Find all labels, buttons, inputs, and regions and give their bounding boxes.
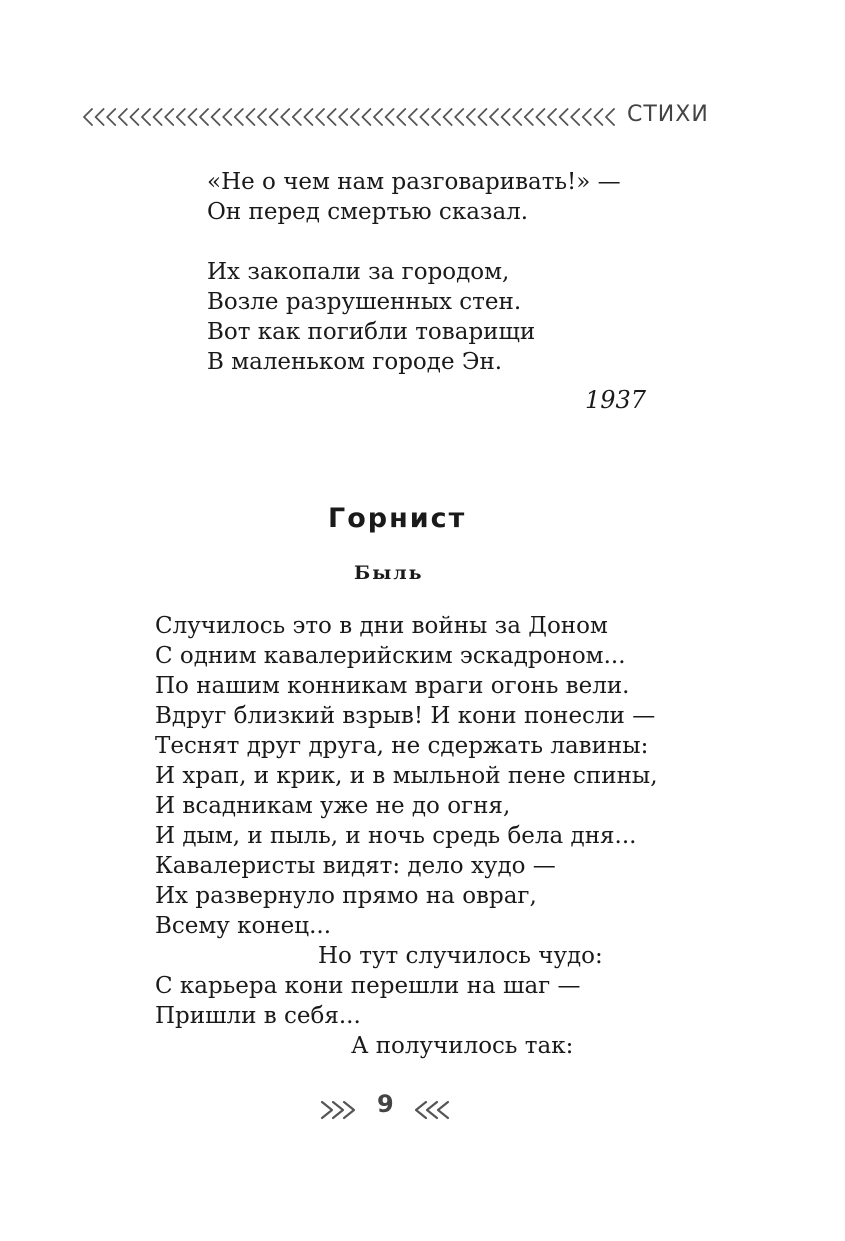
- verse-line: В маленьком городе Эн.: [207, 349, 503, 375]
- verse-line: Их развернуло прямо на овраг,: [155, 883, 537, 909]
- verse-line: И дым, и пыль, и ночь средь бела дня...: [155, 823, 637, 849]
- verse-line: А получилось так:: [351, 1033, 574, 1059]
- verse-line: Возле разрушенных стен.: [207, 289, 522, 315]
- verse-line: С карьера кони перешли на шаг —: [155, 973, 581, 999]
- verse-line: Но тут случилось чудо:: [318, 943, 603, 969]
- poem-year: 1937: [585, 386, 647, 414]
- verse-line: Их закопали за городом,: [207, 259, 510, 285]
- verse-line: Теснят друг друга, не сдержать лавины:: [155, 733, 649, 759]
- chevron-left-row-icon: [80, 106, 620, 128]
- verse-line: Всему конец...: [155, 913, 332, 939]
- verse-line: По нашим конникам враги огонь вели.: [155, 673, 630, 699]
- verse-line: С одним кавалерийским эскадроном...: [155, 643, 626, 669]
- verse-line: Кавалеристы видят: дело худо —: [155, 853, 556, 879]
- running-header: [80, 102, 709, 132]
- poem-subtitle: Быль: [354, 562, 424, 584]
- chevron-left-triple-icon: [412, 1098, 452, 1122]
- verse-line: Пришли в себя...: [155, 1003, 361, 1029]
- verse-line: Случилось это в дни войны за Доном: [155, 613, 608, 639]
- chevron-right-triple-icon: [320, 1098, 360, 1122]
- verse-line: Он перед смертью сказал.: [207, 199, 529, 225]
- verse-line: Вот как погибли товарищи: [207, 319, 536, 345]
- verse-line: И всадникам уже не до огня,: [155, 793, 511, 819]
- section-title: СТИХИ: [627, 102, 709, 127]
- verse-line: Вдруг близкий взрыв! И кони понесли —: [155, 703, 656, 729]
- verse-line: «Не о чем нам разговаривать!» —: [207, 169, 621, 195]
- page-number: 9: [377, 1090, 394, 1118]
- poem-title: Горнист: [328, 503, 467, 534]
- page-footer: [320, 1090, 460, 1124]
- verse-line: И храп, и крик, и в мыльной пене спины,: [155, 763, 658, 789]
